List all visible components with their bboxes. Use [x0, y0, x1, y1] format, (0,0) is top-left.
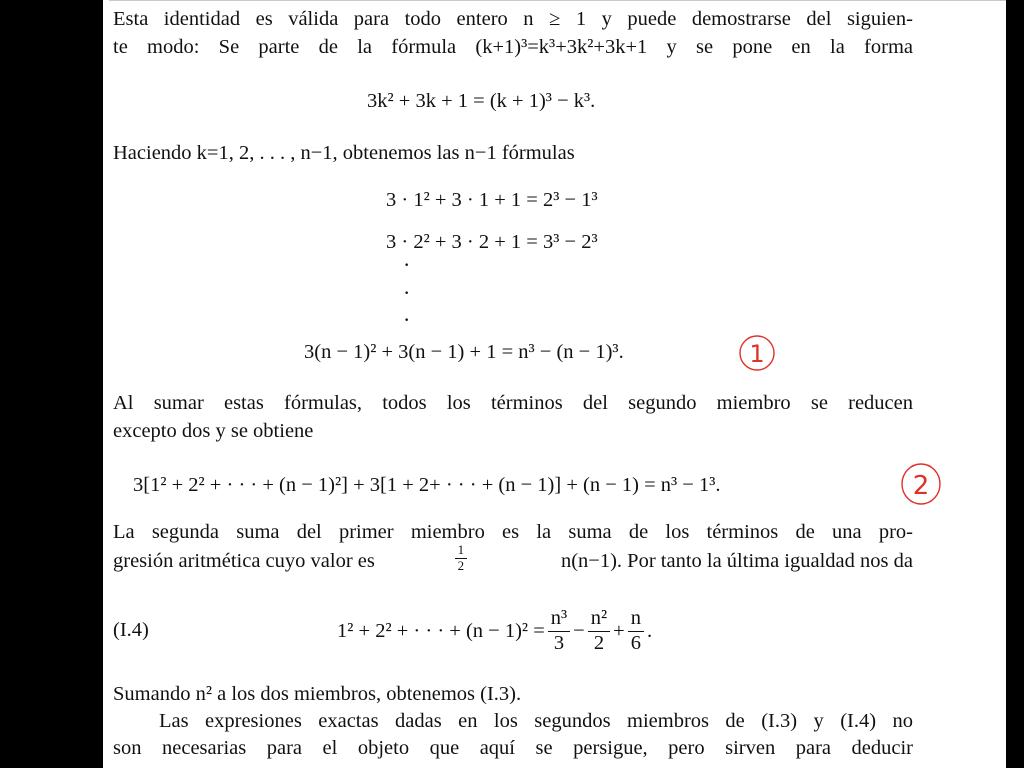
equation-3-lhs: 1² + 2² + · · · + (n − 1)² =: [337, 619, 545, 642]
paragraph1-line1: Esta identidad es válida para todo entero n ≥ 1 y puede demostrarse del siguien-: [113, 8, 913, 30]
ellipsis-dot: ·: [403, 280, 411, 305]
right-frame-bar: [1006, 0, 1024, 768]
formula-row-1: 3 · 1² + 3 · 1 + 1 = 2³ − 1³: [386, 189, 598, 211]
paragraph5: Sumando n² a los dos miembros, obtenemos (I.3).: [113, 683, 522, 705]
circled-annotation-1: [737, 333, 777, 373]
paragraph4-line1: La segunda suma del primer miembro es la suma de los términos de una pro-: [113, 521, 913, 543]
plus-sign: +: [613, 619, 625, 642]
left-frame-bar: [0, 0, 103, 768]
minus-sign: −: [573, 619, 585, 642]
equation-3: [337, 604, 652, 658]
paragraph3-line2: excepto dos y se obtiene: [113, 420, 314, 442]
equation-1: 3k² + 3k + 1 = (k + 1)³ − k³.: [367, 90, 596, 112]
ellipsis-dot: ·: [403, 252, 411, 277]
annotation-2-text: 2: [912, 471, 930, 501]
paragraph2: Haciendo k=1, 2, . . . , n−1, obtenemos las n−1 fórmulas: [113, 142, 575, 164]
fraction-one-half: $\frac{1}{2}$: [455, 543, 468, 574]
fraction-n-squared-over-2: $\frac{\text{n²}}{2}$: [588, 607, 610, 655]
paragraph3-line1: Al sumar estas fórmulas, todos los términos del segundo miembro se reducen: [113, 392, 913, 414]
paragraph4-line2-pre: gresión aritmética cuyo valor es: [113, 550, 375, 573]
equation-3-end: .: [646, 619, 653, 642]
paragraph1-line2: te modo: Se parte de la fórmula (k+1)³=k³+3k²+3k+1 y se pone en la forma: [113, 36, 913, 58]
page-top-border: [109, 0, 1006, 6]
paragraph4-line2: [113, 542, 913, 574]
paragraph6-line2: son necesarias para el objeto que aquí se persigue, pero sirven para deducir: [113, 737, 913, 759]
fraction-n-over-6: $\frac{n}{6}$: [628, 607, 644, 655]
formula-row-2: 3 · 2² + 3 · 2 + 1 = 3³ − 2³: [386, 231, 598, 253]
paragraph4-line2-post: n(n−1). Por tanto la última igualdad nos da: [560, 550, 913, 573]
equation-3-label: (I.4): [113, 619, 149, 641]
equation-2: 3[1² + 2² + · · · + (n − 1)²] + 3[1 + 2+ · · · + (n − 1)] + (n − 1) = n³ − 1³.: [133, 474, 721, 496]
circled-annotation-2: [900, 462, 942, 506]
fraction-n-cubed-over-3: $\frac{\text{n³}}{3}$: [548, 607, 570, 655]
ellipsis-dot: ·: [403, 307, 411, 332]
formula-row-last: 3(n − 1)² + 3(n − 1) + 1 = n³ − (n − 1)³.: [304, 341, 624, 363]
annotation-1-text: 1: [749, 340, 765, 368]
paragraph6-line1: Las expresiones exactas dadas en los segundos miembros de (I.3) y (I.4) no: [159, 710, 913, 732]
document-page: [103, 0, 1006, 768]
